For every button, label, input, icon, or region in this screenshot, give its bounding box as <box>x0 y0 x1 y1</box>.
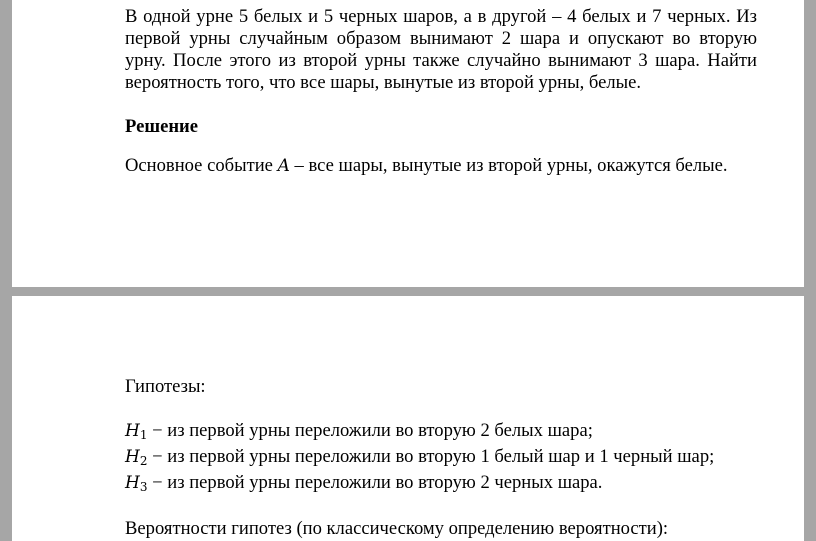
hypothesis-2 <box>125 446 757 472</box>
hypotheses-list <box>125 420 757 498</box>
hypothesis-symbol: H <box>125 421 140 441</box>
hypothesis-text: − из первой урны переложили во вторую 2 черных шара. <box>152 472 603 493</box>
hypothesis-3 <box>125 472 757 498</box>
problem-statement: В одной урне 5 белых и 5 черных шаров, а в другой – 4 белых и 7 черных. Из первой урны случайным образом вынимают 2 шара и опускают во вторую урну. После этого из второй урны также случайно вынимают 3 шара. Найти вероятность того, что все шары, вынутые из второй урны, белые. <box>125 6 757 93</box>
document-page-1 <box>12 0 804 287</box>
hypothesis-1 <box>125 420 757 446</box>
hypothesis-symbol: H <box>125 447 140 467</box>
hypothesis-symbol: H <box>125 473 140 493</box>
hypothesis-text: − из первой урны переложили во вторую 2 белых шара; <box>152 420 593 441</box>
hypothesis-index: 3 <box>139 480 148 494</box>
document-page-2 <box>12 296 804 541</box>
probabilities-heading: Вероятности гипотез (по классическому определению вероятности): <box>125 518 669 539</box>
event-symbol: A <box>277 156 290 176</box>
hypotheses-heading: Гипотезы: <box>125 376 206 397</box>
hypothesis-text: − из первой урны переложили во вторую 1 белый шар и 1 черный шар; <box>152 446 715 467</box>
main-event-line <box>125 155 757 177</box>
hypothesis-index: 2 <box>139 454 148 468</box>
event-intro: Основное событие <box>125 155 273 176</box>
event-text: – все шары, вынутые из второй урны, окажутся белые. <box>294 155 728 176</box>
hypothesis-index: 1 <box>139 428 148 442</box>
solution-heading: Решение <box>125 116 198 137</box>
